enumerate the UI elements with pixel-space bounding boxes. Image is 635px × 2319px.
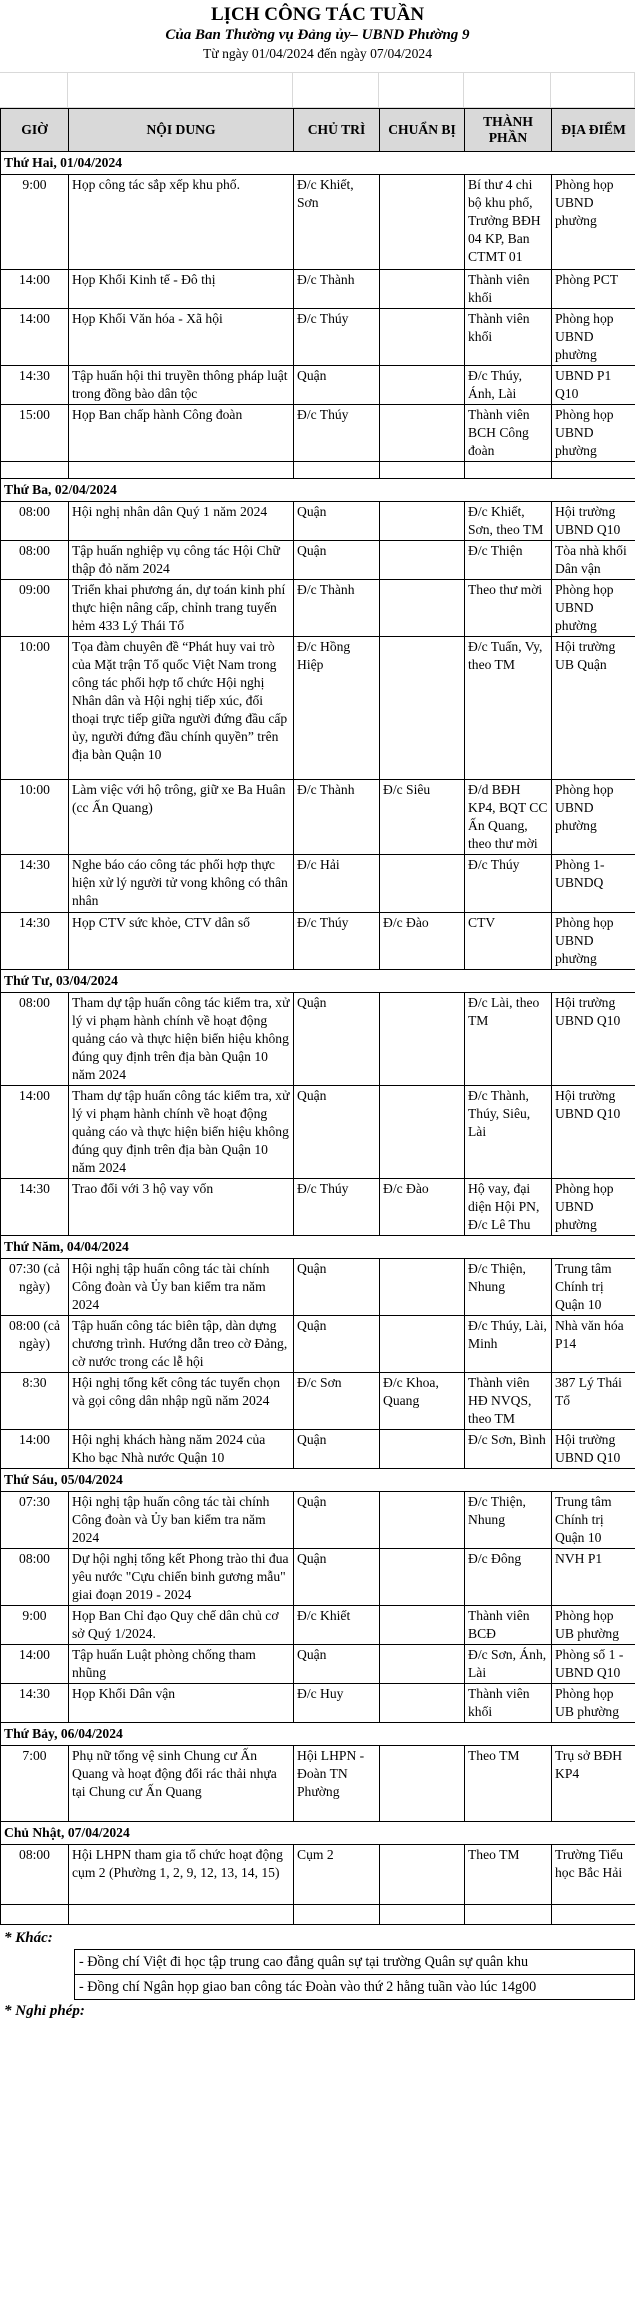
cell-time: 08:00 bbox=[1, 1845, 69, 1905]
cell-content: Hội nghị tập huấn công tác tài chính Công đoàn và Ủy ban kiểm tra năm 2024 bbox=[69, 1259, 294, 1316]
cell-prep: Đ/c Khoa, Quang bbox=[380, 1373, 465, 1430]
cell-members: Theo TM bbox=[465, 1845, 552, 1905]
schedule-body bbox=[1, 152, 635, 1925]
cell-time: 09:00 bbox=[1, 580, 69, 637]
document-header bbox=[0, 0, 635, 73]
spacer-cell bbox=[465, 462, 552, 479]
cell-time: 10:00 bbox=[1, 637, 69, 780]
cell-time: 08:00 bbox=[1, 993, 69, 1086]
col-header-chair: CHỦ TRÌ bbox=[294, 109, 380, 152]
cell-time: 08:00 bbox=[1, 502, 69, 541]
cell-members: Đ/c Thiện, Nhung bbox=[465, 1492, 552, 1549]
note-item: - Đồng chí Ngân họp giao ban công tác Đoàn vào thứ 2 hằng tuần vào lúc 14g00 bbox=[74, 1974, 635, 2000]
cell-content: Tập huấn nghiệp vụ công tác Hội Chữ thập đỏ năm 2024 bbox=[69, 541, 294, 580]
cell-time: 7:00 bbox=[1, 1746, 69, 1822]
cell-place: Trung tâm Chính trị Quận 10 bbox=[552, 1492, 635, 1549]
cell-chair: Quận bbox=[294, 366, 380, 405]
cell-place: Phòng họp UBND phường bbox=[552, 780, 635, 855]
cell-prep bbox=[380, 309, 465, 366]
note-item: - Đồng chí Việt đi học tập trung cao đẳng quân sự tại trường Quân sự quân khu bbox=[74, 1949, 635, 1974]
table-row bbox=[1, 309, 635, 366]
cell-chair: Đ/c Huy bbox=[294, 1684, 380, 1723]
cell-members: Đ/c Thúy bbox=[465, 855, 552, 913]
cell-members: Bí thư 4 chi bộ khu phố, Trưởng BĐH 04 KP, Ban CTMT 01 bbox=[465, 175, 552, 270]
spacer-row bbox=[1, 462, 635, 479]
table-row bbox=[1, 580, 635, 637]
leave-label: * Nghỉ phép: bbox=[4, 2003, 85, 2019]
table-row bbox=[1, 405, 635, 462]
table-row bbox=[1, 1606, 635, 1645]
cell-time: 14:00 bbox=[1, 1645, 69, 1684]
cell-chair: Cụm 2 bbox=[294, 1845, 380, 1905]
cell-place: Hội trường UB Quận bbox=[552, 637, 635, 780]
spacer-cell bbox=[380, 1905, 465, 1925]
cell-time: 9:00 bbox=[1, 175, 69, 270]
spacer-row bbox=[0, 73, 635, 108]
table-row bbox=[1, 175, 635, 270]
cell-place: Hội trường UBND Q10 bbox=[552, 1430, 635, 1469]
cell-content: Hội nghị tập huấn công tác tài chính Công đoàn và Ủy ban kiểm tra năm 2024 bbox=[69, 1492, 294, 1549]
cell-chair: Hội LHPN - Đoàn TN Phường bbox=[294, 1746, 380, 1822]
cell-place: Hội trường UBND Q10 bbox=[552, 1086, 635, 1179]
cell-place: 387 Lý Thái Tổ bbox=[552, 1373, 635, 1430]
cell-time: 14:00 bbox=[1, 1430, 69, 1469]
day-label: Chủ Nhật, 07/04/2024 bbox=[1, 1822, 635, 1845]
cell-prep bbox=[380, 541, 465, 580]
cell-place: Phòng họp UBND phường bbox=[552, 175, 635, 270]
cell-prep bbox=[380, 270, 465, 309]
cell-members: Thành viên khối bbox=[465, 309, 552, 366]
cell-content: Hội nghị nhân dân Quý 1 năm 2024 bbox=[69, 502, 294, 541]
spacer-cell bbox=[294, 462, 380, 479]
cell-place: Tòa nhà khối Dân vận bbox=[552, 541, 635, 580]
cell-place: Phòng họp UB phường bbox=[552, 1606, 635, 1645]
table-row bbox=[1, 366, 635, 405]
cell-time: 07:30 (cả ngày) bbox=[1, 1259, 69, 1316]
cell-chair: Quận bbox=[294, 1492, 380, 1549]
table-row bbox=[1, 541, 635, 580]
spacer-cell bbox=[465, 1905, 552, 1925]
cell-prep bbox=[380, 366, 465, 405]
cell-prep bbox=[380, 580, 465, 637]
spacer-cell bbox=[552, 462, 635, 479]
cell-members: Thành viên BCĐ bbox=[465, 1606, 552, 1645]
cell-content: Làm việc với hộ trông, giữ xe Ba Huân (cc Ấn Quang) bbox=[69, 780, 294, 855]
table-row bbox=[1, 1746, 635, 1822]
cell-members: Đ/c Thành, Thúy, Siêu, Lài bbox=[465, 1086, 552, 1179]
table-row bbox=[1, 1492, 635, 1549]
cell-prep bbox=[380, 405, 465, 462]
cell-prep bbox=[380, 1086, 465, 1179]
cell-members: Đ/c Thiện bbox=[465, 541, 552, 580]
cell-place: Hội trường UBND Q10 bbox=[552, 502, 635, 541]
cell-content: Hội nghị tổng kết công tác tuyển chọn và gọi công dân nhập ngũ năm 2024 bbox=[69, 1373, 294, 1430]
cell-place: Hội trường UBND Q10 bbox=[552, 993, 635, 1086]
table-row bbox=[1, 1845, 635, 1905]
day-label: Thứ Năm, 04/04/2024 bbox=[1, 1236, 635, 1259]
day-header-row bbox=[1, 1236, 635, 1259]
cell-prep: Đ/c Siêu bbox=[380, 780, 465, 855]
cell-content: Họp CTV sức khỏe, CTV dân số bbox=[69, 913, 294, 970]
cell-chair: Đ/c Hải bbox=[294, 855, 380, 913]
cell-place: Trung tâm Chính trị Quận 10 bbox=[552, 1259, 635, 1316]
cell-time: 08:00 bbox=[1, 541, 69, 580]
cell-time: 9:00 bbox=[1, 1606, 69, 1645]
cell-chair: Đ/c Thúy bbox=[294, 309, 380, 366]
cell-content: Hội LHPN tham gia tổ chức hoạt động cụm 2 (Phường 1, 2, 9, 12, 13, 14, 15) bbox=[69, 1845, 294, 1905]
cell-time: 14:30 bbox=[1, 855, 69, 913]
cell-chair: Quận bbox=[294, 502, 380, 541]
cell-chair: Đ/c Thúy bbox=[294, 1179, 380, 1236]
cell-time: 07:30 bbox=[1, 1492, 69, 1549]
cell-place: Phòng 1-UBNDQ bbox=[552, 855, 635, 913]
cell-time: 14:30 bbox=[1, 366, 69, 405]
cell-place: Phòng PCT bbox=[552, 270, 635, 309]
day-label: Thứ Bảy, 06/04/2024 bbox=[1, 1723, 635, 1746]
cell-prep bbox=[380, 1645, 465, 1684]
cell-time: 08:00 bbox=[1, 1549, 69, 1606]
cell-chair: Đ/c Thúy bbox=[294, 913, 380, 970]
cell-time: 08:00 (cả ngày) bbox=[1, 1316, 69, 1373]
cell-chair: Quận bbox=[294, 1316, 380, 1373]
cell-content: Họp Khối Kinh tế - Đô thị bbox=[69, 270, 294, 309]
cell-place: Phòng họp UBND phường bbox=[552, 913, 635, 970]
document-subtitle: Của Ban Thường vụ Đảng ủy– UBND Phường 9 bbox=[165, 27, 470, 43]
table-row bbox=[1, 637, 635, 780]
cell-place: Phòng họp UB phường bbox=[552, 1684, 635, 1723]
cell-place: Trụ sở BĐH KP4 bbox=[552, 1746, 635, 1822]
cell-members: Đ/d BĐH KP4, BQT CC Ấn Quang, theo thư mời bbox=[465, 780, 552, 855]
table-row bbox=[1, 270, 635, 309]
cell-prep bbox=[380, 637, 465, 780]
cell-prep: Đ/c Đào bbox=[380, 913, 465, 970]
cell-place: NVH P1 bbox=[552, 1549, 635, 1606]
cell-members: Đ/c Sơn, Ánh, Lài bbox=[465, 1645, 552, 1684]
cell-prep bbox=[380, 1316, 465, 1373]
cell-chair: Đ/c Hồng Hiệp bbox=[294, 637, 380, 780]
table-row bbox=[1, 1430, 635, 1469]
table-row bbox=[1, 913, 635, 970]
cell-members: CTV bbox=[465, 913, 552, 970]
header-row bbox=[1, 109, 635, 152]
cell-place: Trường Tiểu học Bắc Hải bbox=[552, 1845, 635, 1905]
table-row bbox=[1, 502, 635, 541]
cell-content: Dự hội nghị tổng kết Phong trào thi đua yêu nước "Cựu chiến binh gương mẫu" giai đoạn 2019 - 2024 bbox=[69, 1549, 294, 1606]
cell-members: Thành viên HĐ NVQS, theo TM bbox=[465, 1373, 552, 1430]
spacer-cell bbox=[1, 1905, 69, 1925]
cell-members: Đ/c Sơn, Bình bbox=[465, 1430, 552, 1469]
document-title: LỊCH CÔNG TÁC TUẦN bbox=[210, 4, 425, 25]
cell-place: Phòng họp UBND phường bbox=[552, 580, 635, 637]
cell-chair: Đ/c Khiết, Sơn bbox=[294, 175, 380, 270]
cell-prep bbox=[380, 1492, 465, 1549]
cell-place: Phòng họp UBND phường bbox=[552, 309, 635, 366]
cell-time: 14:30 bbox=[1, 913, 69, 970]
cell-time: 10:00 bbox=[1, 780, 69, 855]
cell-time: 8:30 bbox=[1, 1373, 69, 1430]
cell-content: Họp công tác sắp xếp khu phố. bbox=[69, 175, 294, 270]
cell-prep bbox=[380, 175, 465, 270]
cell-members: Đ/c Tuấn, Vy, theo TM bbox=[465, 637, 552, 780]
cell-chair: Đ/c Thành bbox=[294, 580, 380, 637]
col-header-content: NỘI DUNG bbox=[69, 109, 294, 152]
cell-chair: Quận bbox=[294, 1430, 380, 1469]
cell-members: Theo thư mời bbox=[465, 580, 552, 637]
day-label: Thứ Ba, 02/04/2024 bbox=[1, 479, 635, 502]
footer bbox=[0, 1927, 635, 2022]
cell-content: Tham dự tập huấn công tác kiểm tra, xử lý vi phạm hành chính về hoạt động quảng cáo và thực hiện biển hiệu không đúng quy định trên địa bàn Quận 10 năm 2024 bbox=[69, 1086, 294, 1179]
cell-prep bbox=[380, 1549, 465, 1606]
cell-members: Đ/c Thiện, Nhung bbox=[465, 1259, 552, 1316]
spacer-cell bbox=[69, 1905, 294, 1925]
cell-prep bbox=[380, 502, 465, 541]
day-header-row bbox=[1, 1469, 635, 1492]
cell-time: 14:30 bbox=[1, 1684, 69, 1723]
cell-prep bbox=[380, 1746, 465, 1822]
day-header-row bbox=[1, 479, 635, 502]
cell-prep bbox=[380, 993, 465, 1086]
table-row bbox=[1, 855, 635, 913]
cell-content: Tham dự tập huấn công tác kiểm tra, xử lý vi phạm hành chính về hoạt động quảng cáo và thực hiện biển hiệu không đúng quy định trên địa bàn Quận 10 năm 2024 bbox=[69, 993, 294, 1086]
day-header-row bbox=[1, 1723, 635, 1746]
table-row bbox=[1, 1373, 635, 1430]
cell-prep bbox=[380, 1259, 465, 1316]
table-row bbox=[1, 1179, 635, 1236]
cell-members: Đ/c Lài, theo TM bbox=[465, 993, 552, 1086]
cell-content: Phụ nữ tổng vệ sinh Chung cư Ấn Quang và hoạt động đổi rác thải nhựa tại Chung cư Ấn Quang bbox=[69, 1746, 294, 1822]
cell-prep: Đ/c Đào bbox=[380, 1179, 465, 1236]
cell-members: Thành viên BCH Công đoàn bbox=[465, 405, 552, 462]
spacer-cell bbox=[552, 1905, 635, 1925]
table-row bbox=[1, 1549, 635, 1606]
day-header-row bbox=[1, 970, 635, 993]
spacer-cell bbox=[69, 462, 294, 479]
cell-content: Nghe báo cáo công tác phối hợp thực hiện xử lý người tử vong không có thân nhân bbox=[69, 855, 294, 913]
cell-chair: Quận bbox=[294, 541, 380, 580]
table-row bbox=[1, 1259, 635, 1316]
date-range: Từ ngày 01/04/2024 đến ngày 07/04/2024 bbox=[203, 46, 432, 61]
cell-members: Đ/c Khiết, Sơn, theo TM bbox=[465, 502, 552, 541]
cell-content: Hội nghị khách hàng năm 2024 của Kho bạc Nhà nước Quận 10 bbox=[69, 1430, 294, 1469]
table-row bbox=[1, 1645, 635, 1684]
cell-time: 14:00 bbox=[1, 270, 69, 309]
other-label: * Khác: bbox=[4, 1930, 53, 1946]
day-header-row bbox=[1, 152, 635, 175]
cell-chair: Đ/c Thành bbox=[294, 270, 380, 309]
cell-time: 14:00 bbox=[1, 309, 69, 366]
cell-members: Đ/c Thúy, Ánh, Lài bbox=[465, 366, 552, 405]
cell-content: Tập huấn Luật phòng chống tham nhũng bbox=[69, 1645, 294, 1684]
cell-content: Họp Khối Dân vận bbox=[69, 1684, 294, 1723]
cell-place: Nhà văn hóa P14 bbox=[552, 1316, 635, 1373]
cell-members: Thành viên khối bbox=[465, 1684, 552, 1723]
cell-prep bbox=[380, 1430, 465, 1469]
cell-content: Họp Khối Văn hóa - Xã hội bbox=[69, 309, 294, 366]
col-header-time: GIỜ bbox=[1, 109, 69, 152]
cell-content: Họp Ban chấp hành Công đoàn bbox=[69, 405, 294, 462]
cell-time: 15:00 bbox=[1, 405, 69, 462]
cell-prep bbox=[380, 1684, 465, 1723]
col-header-place: ĐỊA ĐIỂM bbox=[552, 109, 635, 152]
cell-time: 14:00 bbox=[1, 1086, 69, 1179]
cell-chair: Quận bbox=[294, 1259, 380, 1316]
cell-prep bbox=[380, 1606, 465, 1645]
cell-members: Đ/c Đông bbox=[465, 1549, 552, 1606]
cell-members: Thành viên khối bbox=[465, 270, 552, 309]
cell-content: Trao đổi với 3 hộ vay vốn bbox=[69, 1179, 294, 1236]
cell-chair: Đ/c Thúy bbox=[294, 405, 380, 462]
cell-content: Họp Ban Chỉ đạo Quy chế dân chủ cơ sở Quý 1/2024. bbox=[69, 1606, 294, 1645]
day-label: Thứ Tư, 03/04/2024 bbox=[1, 970, 635, 993]
day-label: Thứ Sáu, 05/04/2024 bbox=[1, 1469, 635, 1492]
cell-place: UBND P1 Q10 bbox=[552, 366, 635, 405]
cell-content: Tọa đàm chuyên đề “Phát huy vai trò của Mặt trận Tổ quốc Việt Nam trong công tác phối hợp tổ chức Hội nghị Nhân dân và Hội nghị tiếp xúc, đối thoại trực tiếp giữa người đứng đầu cấp ủy, người đứng đầu chính quyền” trên địa bàn Quận 10 bbox=[69, 637, 294, 780]
cell-place: Phòng họp UBND phường bbox=[552, 405, 635, 462]
cell-time: 14:30 bbox=[1, 1179, 69, 1236]
cell-chair: Quận bbox=[294, 1645, 380, 1684]
cell-prep bbox=[380, 855, 465, 913]
col-header-prep: CHUẨN BỊ bbox=[380, 109, 465, 152]
day-label: Thứ Hai, 01/04/2024 bbox=[1, 152, 635, 175]
table-row bbox=[1, 1316, 635, 1373]
cell-prep bbox=[380, 1845, 465, 1905]
spacer-cell bbox=[1, 462, 69, 479]
cell-members: Hộ vay, đại diện Hội PN, Đ/c Lê Thu bbox=[465, 1179, 552, 1236]
cell-members: Đ/c Thúy, Lài, Minh bbox=[465, 1316, 552, 1373]
cell-place: Phòng họp UBND phường bbox=[552, 1179, 635, 1236]
col-header-members: THÀNH PHẦN bbox=[465, 109, 552, 152]
cell-chair: Đ/c Khiết bbox=[294, 1606, 380, 1645]
cell-members: Theo TM bbox=[465, 1746, 552, 1822]
cell-chair: Đ/c Thành bbox=[294, 780, 380, 855]
cell-place: Phòng số 1 - UBND Q10 bbox=[552, 1645, 635, 1684]
cell-chair: Quận bbox=[294, 993, 380, 1086]
spacer-row bbox=[1, 1905, 635, 1925]
cell-chair: Quận bbox=[294, 1549, 380, 1606]
cell-chair: Đ/c Sơn bbox=[294, 1373, 380, 1430]
table-row bbox=[1, 993, 635, 1086]
cell-content: Tập huấn hội thi truyền thông pháp luật trong đồng bào dân tộc bbox=[69, 366, 294, 405]
cell-content: Triển khai phương án, dự toán kinh phí thực hiện nâng cấp, chỉnh trang tuyến hẻm 433 Lý Thái Tổ bbox=[69, 580, 294, 637]
table-row bbox=[1, 780, 635, 855]
spacer-cell bbox=[380, 462, 465, 479]
day-header-row bbox=[1, 1822, 635, 1845]
cell-content: Tập huấn công tác biên tập, dàn dựng chương trình. Hướng dẫn treo cờ Đảng, cờ nước trong các lễ hội bbox=[69, 1316, 294, 1373]
table-row bbox=[1, 1684, 635, 1723]
table-row bbox=[1, 1086, 635, 1179]
spacer-cell bbox=[294, 1905, 380, 1925]
schedule-table bbox=[0, 108, 635, 1925]
cell-chair: Quận bbox=[294, 1086, 380, 1179]
